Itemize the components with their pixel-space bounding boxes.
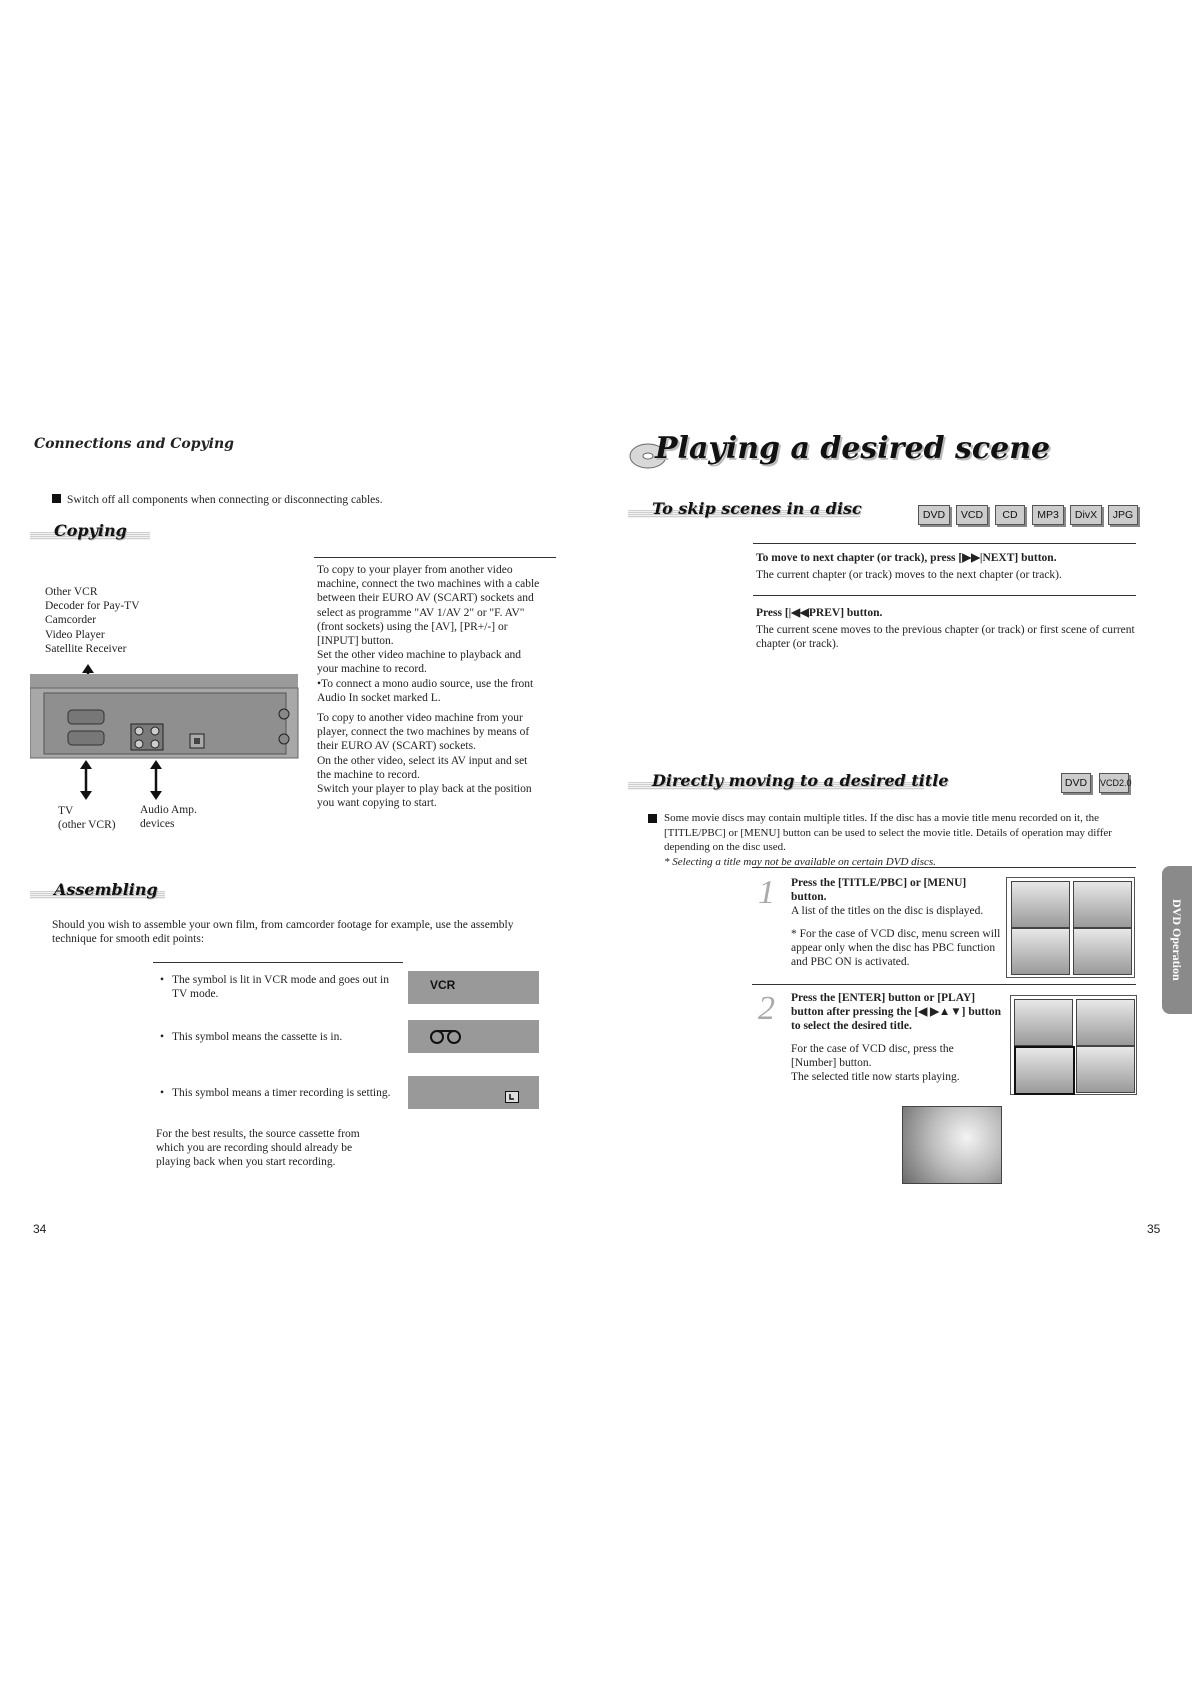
step2-block bbox=[791, 991, 1001, 1084]
assembling-footnote: For the best results, the source cassette from which you are recording should already be playing back when you start recording. bbox=[156, 1128, 360, 1169]
bullet: • bbox=[160, 1031, 165, 1043]
step-note: * For the case of VCD disc, menu screen will appear only when the disc has PBC function and PBC ON is activated. bbox=[791, 927, 1001, 969]
step-heading: Press the [TITLE/PBC] or [MENU] button. bbox=[791, 877, 967, 904]
badge-divx: DivX bbox=[1070, 505, 1102, 525]
badge-dvd: DVD bbox=[918, 505, 950, 525]
badge-vcd: VCD bbox=[956, 505, 988, 525]
assembling-heading bbox=[30, 880, 165, 902]
assembling-item bbox=[160, 1086, 400, 1100]
output-label-tv bbox=[58, 804, 116, 832]
prev-chapter-block bbox=[756, 606, 1136, 652]
divider bbox=[314, 557, 556, 558]
cassette-indicator bbox=[408, 1020, 539, 1053]
label-line: Audio Amp. bbox=[140, 804, 197, 816]
title-select-screen bbox=[1010, 995, 1137, 1095]
thumbnail-image bbox=[1076, 999, 1135, 1046]
divider bbox=[752, 867, 1136, 868]
intro-note: * Selecting a title may not be available on certain DVD discs. bbox=[664, 855, 936, 868]
next-heading: To move to next chapter (or track), press [▶▶|NEXT] button. bbox=[756, 552, 1057, 564]
label-line: devices bbox=[140, 818, 175, 831]
direct-heading bbox=[628, 771, 949, 793]
section-header: Connections and Copying bbox=[34, 436, 234, 452]
instruction-text: To copy to another video machine from your player, connect the two machines by means of their EURO AV (SCART) sockets. bbox=[317, 712, 530, 753]
side-tab bbox=[1162, 866, 1192, 1014]
instruction-text: •To connect a mono audio source, use the front Audio In socket marked L. bbox=[317, 677, 534, 704]
assembling-item bbox=[160, 1030, 400, 1044]
thumbnail-image bbox=[1014, 999, 1073, 1046]
vcr-label: VCR bbox=[430, 978, 456, 992]
thumbnail-image bbox=[1073, 928, 1132, 975]
divider bbox=[753, 543, 1136, 544]
copying-heading bbox=[30, 521, 150, 543]
bullet-square-icon bbox=[52, 494, 61, 503]
intro-text: Some movie discs may contain multiple titles. If the disc has a movie title menu recorded on it, the [TITLE/PBC] or [MENU] button can be used to select the movie title. Details of operation may differ depending on the disc used. bbox=[664, 812, 1112, 853]
badge-cd: CD bbox=[995, 505, 1025, 525]
next-text: The current chapter (or track) moves to the next chapter (or track). bbox=[756, 569, 1062, 582]
divider bbox=[752, 984, 1136, 985]
cassette-icon bbox=[428, 1029, 464, 1045]
output-label-amp bbox=[140, 803, 197, 831]
step-number: 1 bbox=[758, 874, 775, 911]
instruction-text: Set the other video machine to playback and your machine to record. bbox=[317, 649, 522, 676]
label-line: (other VCR) bbox=[58, 819, 116, 832]
source-item: Camcorder bbox=[45, 614, 97, 627]
source-list bbox=[45, 585, 140, 656]
source-item: Satellite Receiver bbox=[45, 642, 127, 655]
instruction-text: To copy to your player from another video machine, connect the two machines with a cable between their EURO AV (SCART) sockets and select as programme "AV 1/AV 2" or "F. AV" (front sockets) using the [AV], [PR+/-] or [INPUT] button. bbox=[317, 564, 540, 648]
bullet-square-icon bbox=[648, 814, 657, 823]
copying-title: Copying bbox=[54, 521, 127, 540]
skip-title: To skip scenes in a disc bbox=[652, 499, 862, 518]
assembling-intro: Should you wish to assemble your own film, from camcorder footage for example, use the assembly technique for smooth edit points: bbox=[52, 919, 514, 946]
bullet: • bbox=[160, 1087, 165, 1099]
prev-heading: Press [|◀◀PREV] button. bbox=[756, 607, 883, 619]
step-text: For the case of VCD disc, press the [Number] button. bbox=[791, 1042, 954, 1069]
page-title: Playing a desired scene bbox=[655, 431, 1051, 466]
next-chapter-block bbox=[756, 551, 1136, 582]
thumbnail-image bbox=[1076, 1046, 1135, 1093]
thumbnail-image bbox=[1011, 928, 1070, 975]
item-text: The symbol is lit in VCR mode and goes out in TV mode. bbox=[172, 974, 390, 1001]
side-tab-label: DVD Operation bbox=[1170, 899, 1184, 981]
step1-block bbox=[791, 876, 1001, 969]
timer-indicator bbox=[408, 1076, 539, 1109]
direct-badges bbox=[1061, 773, 1151, 795]
source-item: Decoder for Pay-TV bbox=[45, 600, 140, 613]
badge-mp3: MP3 bbox=[1032, 505, 1064, 525]
skip-heading bbox=[628, 499, 860, 521]
step-heading: Press the [ENTER] button or [PLAY] button after pressing the [◀ ▶▲▼] button to select the desired title. bbox=[791, 992, 1001, 1033]
badge-vcd2: VCD2.0 bbox=[1099, 773, 1129, 793]
page-number-right: 35 bbox=[1147, 1222, 1161, 1236]
assembling-item bbox=[160, 973, 400, 1001]
source-item: Video Player bbox=[45, 628, 105, 641]
step-number: 2 bbox=[758, 990, 775, 1027]
prev-text: The current scene moves to the previous chapter (or track) or first scene of current chapter (or track). bbox=[756, 624, 1135, 651]
notice-text: Switch off all components when connecting or disconnecting cables. bbox=[67, 494, 383, 506]
timer-icon bbox=[505, 1091, 519, 1103]
direct-intro bbox=[648, 811, 1138, 869]
step-text: A list of the titles on the disc is displayed. bbox=[791, 905, 984, 918]
badge-dvd: DVD bbox=[1061, 773, 1091, 793]
item-text: This symbol means the cassette is in. bbox=[172, 1031, 343, 1043]
bullet: • bbox=[160, 974, 165, 986]
instruction-text: Switch your player to play back at the position you want copying to start. bbox=[317, 783, 532, 810]
title-menu-screen bbox=[1006, 877, 1135, 978]
step-text: The selected title now starts playing. bbox=[791, 1071, 960, 1084]
instruction-text: On the other video, select its AV input and set the machine to record. bbox=[317, 754, 528, 781]
copying-instructions bbox=[317, 563, 541, 810]
divider bbox=[753, 595, 1136, 596]
thumbnail-image bbox=[1073, 881, 1132, 928]
skip-badges bbox=[918, 505, 1138, 527]
source-item: Other VCR bbox=[45, 586, 98, 598]
badge-jpg: JPG bbox=[1108, 505, 1138, 525]
label-line: TV bbox=[58, 805, 74, 817]
playing-scene-image bbox=[902, 1106, 1002, 1184]
direct-title: Directly moving to a desired title bbox=[652, 771, 949, 790]
thumbnail-image bbox=[1011, 881, 1070, 928]
item-text: This symbol means a timer recording is setting. bbox=[172, 1087, 391, 1099]
assembling-title: Assembling bbox=[54, 880, 158, 899]
notice bbox=[52, 493, 472, 507]
vcr-indicator bbox=[408, 971, 539, 1004]
page-number-left: 34 bbox=[33, 1222, 47, 1236]
divider bbox=[153, 962, 403, 963]
thumbnail-selected bbox=[1014, 1046, 1075, 1095]
